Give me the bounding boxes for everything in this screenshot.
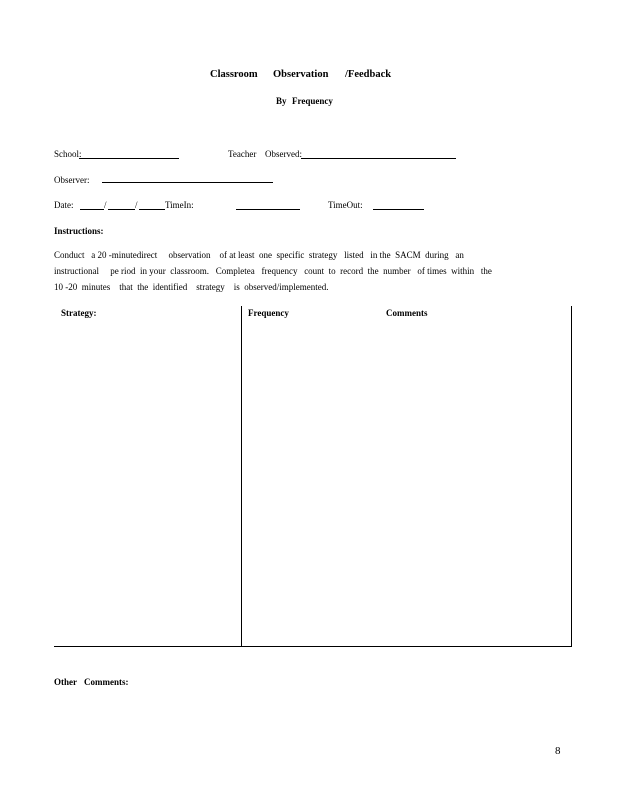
comments-column-header: Comments <box>386 308 428 318</box>
date-separator: / <box>135 200 138 210</box>
date-day-field[interactable] <box>108 209 135 210</box>
observer-label: Observer: <box>54 175 90 185</box>
timein-field[interactable] <box>236 209 300 210</box>
school-field[interactable] <box>79 158 179 159</box>
frequency-comments-entry-area[interactable] <box>245 322 569 644</box>
instructions-heading: Instructions: <box>54 226 104 236</box>
title-feedback: /Feedback <box>345 69 392 80</box>
timein-label: TimeIn: <box>165 200 194 210</box>
date-label: Date: <box>54 200 74 210</box>
date-separator: / <box>104 200 107 210</box>
teacher-label: Teacher <box>228 149 257 159</box>
table-column-divider <box>241 306 242 647</box>
title-classroom: Classroom <box>210 69 258 80</box>
strategy-column-header: Strategy: <box>61 308 97 318</box>
observer-field[interactable] <box>102 182 273 183</box>
date-month-field[interactable] <box>80 209 104 210</box>
subtitle-by: By <box>276 96 287 106</box>
timeout-label: TimeOut: <box>328 200 363 210</box>
timeout-field[interactable] <box>373 209 424 210</box>
instructions-line-3: 10 -20 minutes that the identified strategy is observed/implemented. <box>54 282 329 292</box>
title-observation: Observation <box>273 69 329 80</box>
teacher-observed-field[interactable] <box>301 158 456 159</box>
other-comments-label-word2: Comments: <box>84 677 129 687</box>
strategy-entry-area[interactable] <box>58 322 238 644</box>
other-comments-label-word1: Other <box>54 677 77 687</box>
date-year-field[interactable] <box>139 209 165 210</box>
page-number: 8 <box>555 745 561 757</box>
school-label: School: <box>54 149 82 159</box>
instructions-line-1: Conduct a 20 -minutedirect observation of at least one specific strategy listed in the SACM during an <box>54 250 464 260</box>
observed-label: Observed: <box>265 149 302 159</box>
instructions-line-2: instructional pe riod in your classroom. Completea frequency count to record the number of times within the <box>54 266 492 276</box>
subtitle-frequency: Frequency <box>292 96 333 106</box>
frequency-column-header: Frequency <box>248 308 289 318</box>
